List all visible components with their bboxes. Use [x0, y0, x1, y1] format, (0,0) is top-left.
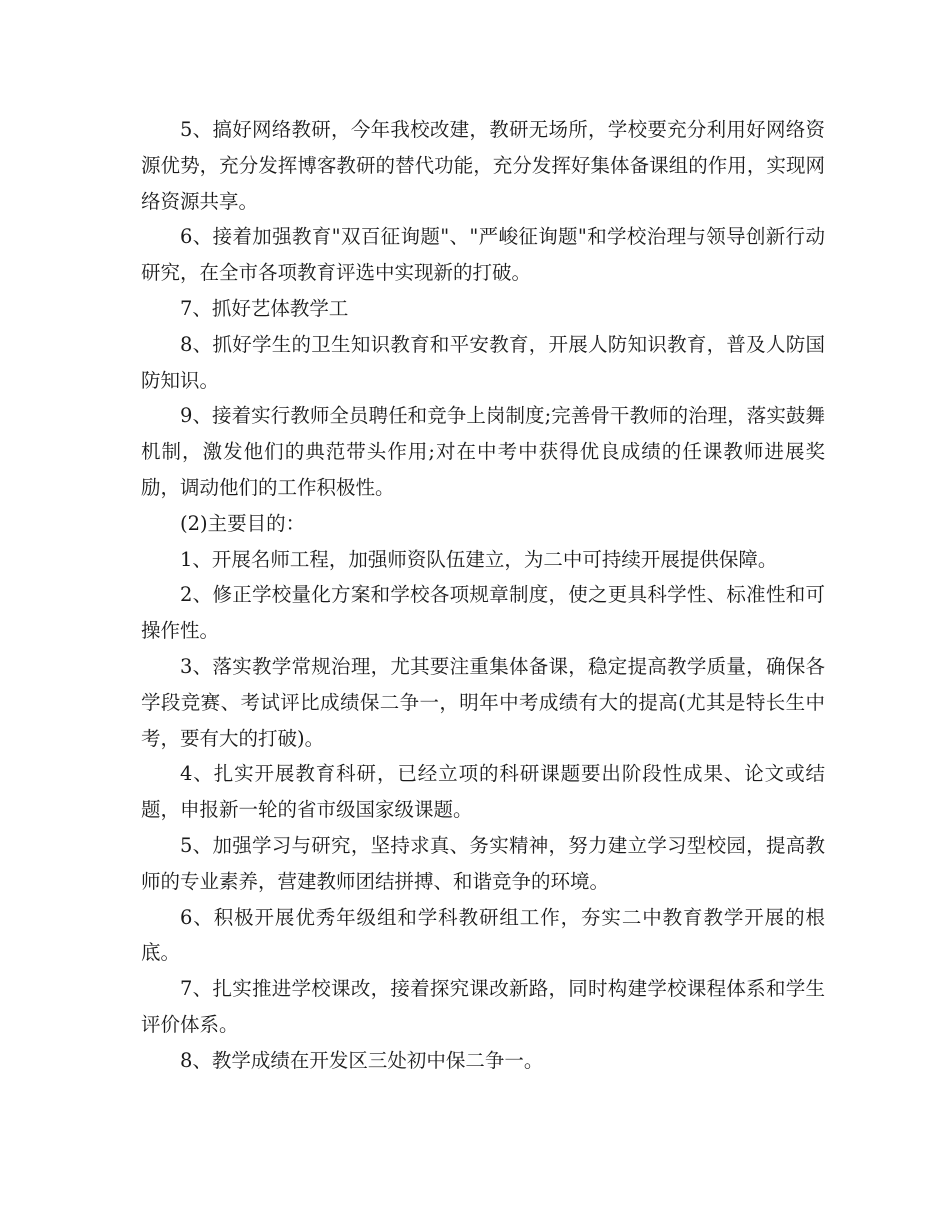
- goal-item-4: 4、扎实开展教育科研，已经立项的科研课题要出阶段性成果、论文或结题，申报新一轮的省市级国家级课题。: [141, 762, 825, 822]
- goal-item-1: 1、开展名师工程，加强师资队伍建立，为二中可持续开展提供保障。: [180, 547, 778, 571]
- goal-item-8: 8、教学成绩在开发区三处初中保二争一。: [180, 1048, 544, 1072]
- paragraph-safety-education: 8、抓好学生的卫生知识教育和平安教育，开展人防知识教育，普及人防国防知识。: [141, 332, 825, 392]
- goal-item-5: 5、加强学习与研究，坚持求真、务实精神，努力建立学习型校园，提高教师的专业素养，营建教师团结拼搏、和谐竞争的环境。: [141, 833, 825, 893]
- section-heading-main-goals: (2)主要目的：: [180, 511, 306, 535]
- goal-item-6: 6、积极开展优秀年级组和学科教研组工作，夯实二中教育教学开展的根底。: [141, 905, 825, 965]
- document-body: [141, 112, 825, 1079]
- paragraph-teacher-appointment: 9、接着实行教师全员聘任和竞争上岗制度;完善骨干教师的治理，落实鼓舞机制，激发他们的典范带头作用;对在中考中获得优良成绩的任课教师进展奖励，调动他们的工作积极性。: [141, 404, 825, 499]
- goal-item-7: 7、扎实推进学校课改，接着探究课改新路，同时构建学校课程体系和学生评价体系。: [141, 977, 825, 1036]
- paragraph-network-research: 5、搞好网络教研，今年我校改建，教研无场所，学校要充分利用好网络资源优势，充分发挥博客教研的替代功能，充分发挥好集体备课组的作用，实现网络资源共享。: [141, 118, 825, 213]
- paragraph-education-research: 6、接着加强教育"双百征询题"、"严峻征询题"和学校治理与领导创新行动研究，在全市各项教育评选中实现新的打破。: [141, 225, 825, 285]
- paragraph-arts-sports: 7、抓好艺体教学工: [180, 296, 349, 320]
- goal-item-2: 2、修正学校量化方案和学校各项规章制度，使之更具科学性、标准性和可操作性。: [141, 583, 825, 643]
- goal-item-3: 3、落实教学常规治理，尤其要注重集体备课，稳定提高教学质量，确保各学段竞赛、考试评比成绩保二争一，明年中考成绩有大的提高(尤其是特长生中考，要有大的打破)。: [141, 654, 825, 750]
